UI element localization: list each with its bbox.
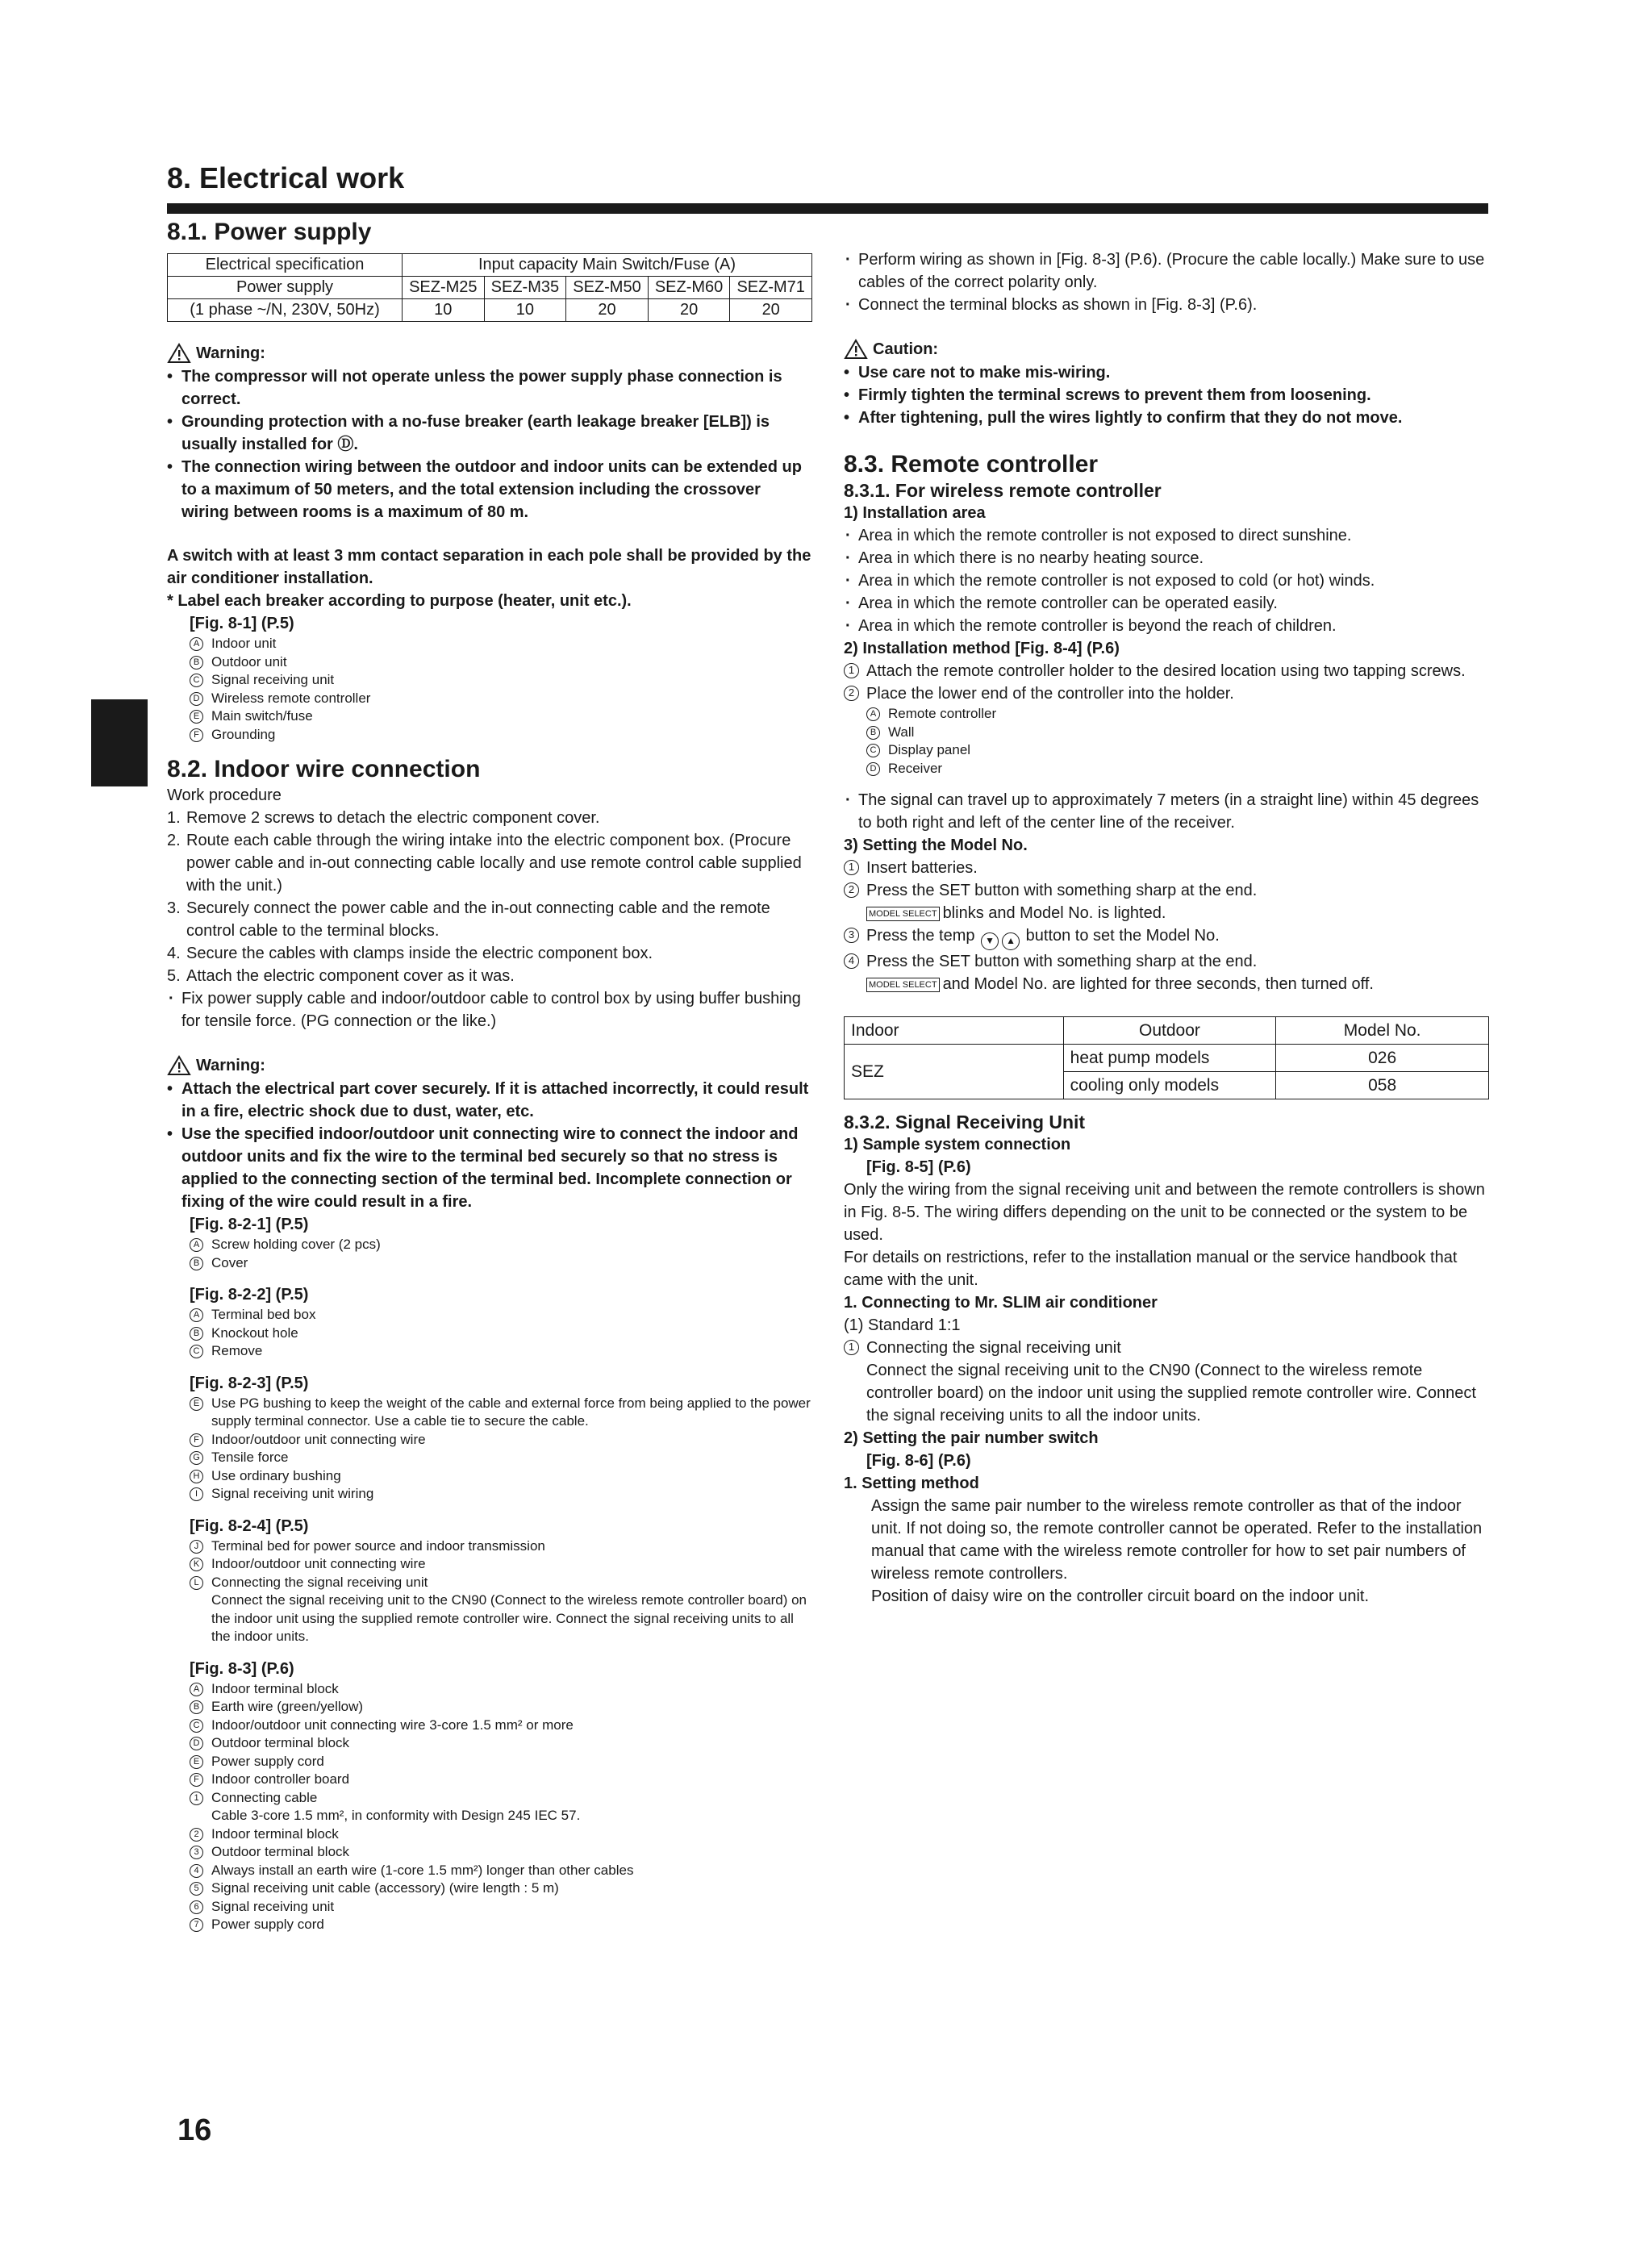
legend-item: J Terminal bed for power source and indoor transmission	[190, 1537, 812, 1556]
legend-item: C Indoor/outdoor unit connecting wire 3-core 1.5 mm² or more	[190, 1717, 812, 1735]
fig-ref: [Fig. 8-3] (P.6)	[190, 1659, 294, 1678]
list-item: · Area in which the remote controller is not exposed to cold (or hot) winds.	[844, 569, 1489, 592]
table-header-indoor: Indoor	[845, 1017, 1064, 1045]
standard-label: (1) Standard 1:1	[844, 1316, 961, 1334]
table-header-spec: Electrical specification	[168, 254, 403, 277]
work-procedure-label: Work procedure	[167, 786, 282, 804]
legend-item: C Remove	[190, 1342, 812, 1361]
warning-heading	[167, 341, 812, 365]
caution-label: Caution:	[873, 340, 939, 358]
warning-icon	[167, 343, 191, 364]
list-item: • The connection wiring between the outdoor and indoor units can be extended up to a maximum of 50 meters, and the total extension including the crossover wiring between rooms is a maximum of 80 m.	[167, 456, 812, 524]
list-item: • Attach the electrical part cover securely. If it is attached incorrectly, it could result in a fire, electric shock due to dust, water, etc.	[167, 1078, 812, 1123]
fig-legend	[190, 1306, 812, 1361]
signal-note-list	[844, 789, 1489, 834]
warning-list	[167, 365, 812, 524]
legend-item: I Signal receiving unit wiring	[190, 1485, 812, 1504]
indoor-wire-title: 8.2. Indoor wire connection	[167, 756, 481, 782]
list-item: • Grounding protection with a no-fuse breaker (earth leakage breaker [ELB]) is usually installed for Ⓓ.	[167, 411, 812, 456]
fig-legend	[190, 1236, 812, 1272]
signal-para-1: Only the wiring from the signal receiving unit and between the remote controllers is shown in Fig. 8-5. The wiring differs depending on the unit to be connected or the system to be used.	[844, 1181, 1485, 1244]
signal-unit-title: 8.3.2. Signal Receiving Unit	[844, 1112, 1086, 1133]
legend-item: B Knockout hole	[190, 1324, 812, 1343]
fig-ref: [Fig. 8-1] (P.5)	[190, 615, 294, 632]
pair-label: 2) Setting the pair number switch	[844, 1429, 1099, 1447]
fig-ref: [Fig. 8-2-3] (P.5)	[190, 1374, 309, 1392]
fig-legend	[190, 1537, 812, 1646]
warning-icon	[167, 1055, 191, 1076]
warning-list	[167, 1078, 812, 1213]
page-number: 16	[177, 2113, 212, 2147]
list-item: · Connect the terminal blocks as shown in [Fig. 8-3] (P.6).	[844, 294, 1489, 316]
legend-item: 7 Power supply cord	[190, 1916, 812, 1934]
table-cell-model: 058	[1276, 1072, 1489, 1099]
legend-item: F Indoor/outdoor unit connecting wire	[190, 1431, 812, 1450]
table-cell-outdoor: cooling only models	[1063, 1072, 1276, 1099]
legend-item: B Outdoor unit	[190, 653, 812, 672]
table-cell-model: SEZ-M60	[648, 277, 730, 299]
list-item: 1 Insert batteries.	[844, 857, 1489, 879]
legend-item: D Outdoor terminal block	[190, 1734, 812, 1753]
list-item: 3. Securely connect the power cable and the in-out connecting cable and the remote control cable to the terminal blocks.	[167, 899, 770, 940]
legend-item: A Remote controller	[866, 705, 1489, 724]
model-select-badge: MODEL SELECT	[866, 978, 940, 992]
legend-item: C Display panel	[866, 741, 1489, 760]
legend-item: A Indoor terminal block	[190, 1680, 812, 1699]
fig-ref: [Fig. 8-2-1] (P.5)	[190, 1216, 309, 1233]
temp-down-button-icon: ▼	[981, 932, 999, 950]
legend-item: 5 Signal receiving unit cable (accessory) (wire length : 5 m)	[190, 1879, 812, 1898]
list-item: · Fix power supply cable and indoor/outdoor cable to control box by using buffer bushing for tensile force. (PG connection or the like.)	[167, 987, 812, 1032]
warning-heading	[167, 1053, 812, 1078]
list-item: 1 Connecting the signal receiving unit Connect the signal receiving unit to the CN90 (Connect to the wireless remote controller board) on the indoor unit using the supplied remote controller wire. Connect the signal receiving units to all the indoor units.	[844, 1337, 1489, 1427]
warning-label: Warning:	[196, 1057, 265, 1074]
table-row-label: (1 phase ~/N, 230V, 50Hz)	[168, 299, 403, 322]
install-area-list	[844, 524, 1489, 637]
remote-subtitle: 8.3.1. For wireless remote controller	[844, 480, 1162, 501]
legend-item: K Indoor/outdoor unit connecting wire	[190, 1555, 812, 1574]
model-number-table	[844, 1016, 1489, 1099]
model-no-label: 3) Setting the Model No.	[844, 836, 1028, 854]
legend-item: E Use PG bushing to keep the weight of the cable and external force from being applied to the power supply terminal connector. Use a cable tie to secure the cable.	[190, 1395, 812, 1431]
switch-note: A switch with at least 3 mm contact separation in each pole shall be provided by the air conditioner installation.	[167, 547, 811, 587]
fig-legend	[866, 705, 1489, 778]
table-cell-model: SEZ-M35	[484, 277, 566, 299]
legend-item: D Wireless remote controller	[190, 690, 812, 708]
method-label: 1. Setting method	[844, 1475, 979, 1492]
method-text: Assign the same pair number to the wireless remote controller as that of the indoor unit. If not doing so, the remote controller cannot be operated. Refer to the installation manual that came with the wireless remote controller for how to set pair numbers of wireless remote controllers.	[871, 1497, 1483, 1583]
power-supply-table	[167, 253, 812, 322]
list-item: · Area in which the remote controller can be operated easily.	[844, 592, 1489, 615]
table-header-capacity: Input capacity Main Switch/Fuse (A)	[403, 254, 812, 277]
legend-item: 3 Outdoor terminal block	[190, 1843, 812, 1862]
legend-item: F Grounding	[190, 726, 812, 745]
list-item: 5. Attach the electric component cover as it was.	[167, 967, 515, 985]
list-item: • Use care not to make mis-wiring.	[844, 361, 1489, 384]
model-steps	[844, 857, 1489, 995]
label-note: * Label each breaker according to purpose (heater, unit etc.).	[167, 592, 632, 610]
method-text-2: Position of daisy wire on the controller circuit board on the indoor unit.	[871, 1587, 1370, 1605]
list-item: • The compressor will not operate unless the power supply phase connection is correct.	[167, 365, 812, 411]
side-tab-marker	[91, 699, 148, 786]
legend-item: C Signal receiving unit	[190, 671, 812, 690]
legend-item: B Cover	[190, 1254, 812, 1273]
legend-item: G Tensile force	[190, 1449, 812, 1467]
legend-item: A Terminal bed box	[190, 1306, 812, 1324]
legend-item: F Indoor controller board	[190, 1771, 812, 1789]
install-steps	[844, 660, 1489, 705]
table-cell-model: SEZ-M71	[730, 277, 812, 299]
list-item: · The signal can travel up to approximately 7 meters (in a straight line) within 45 degrees to both right and left of the center line of the receiver.	[844, 789, 1489, 834]
title-rule	[167, 203, 1488, 214]
fig-legend	[190, 635, 812, 744]
legend-item: 6 Signal receiving unit	[190, 1898, 812, 1917]
legend-item: 1 Connecting cable Cable 3-core 1.5 mm², in conformity with Design 245 IEC 57.	[190, 1789, 812, 1825]
legend-item: A Screw holding cover (2 pcs)	[190, 1236, 812, 1254]
fig-ref: [Fig. 8-2-2] (P.5)	[190, 1286, 309, 1304]
fig-legend	[190, 1395, 812, 1504]
table-cell-value: 10	[484, 299, 566, 322]
legend-item: B Earth wire (green/yellow)	[190, 1698, 812, 1717]
table-cell-value: 20	[648, 299, 730, 322]
warning-label: Warning:	[196, 344, 265, 362]
install-method-label: 2) Installation method [Fig. 8-4] (P.6)	[844, 640, 1120, 657]
table-cell-value: 10	[403, 299, 485, 322]
table-header-model: Model No.	[1276, 1017, 1489, 1045]
legend-item: E Power supply cord	[190, 1753, 812, 1771]
legend-item: 2 Indoor terminal block	[190, 1825, 812, 1844]
table-row-label: Power supply	[168, 277, 403, 299]
table-header-outdoor: Outdoor	[1063, 1017, 1276, 1045]
list-item: 1. Remove 2 screws to detach the electric component cover.	[167, 809, 600, 827]
list-item: · Perform wiring as shown in [Fig. 8-3] (P.6). (Procure the cable locally.) Make sure to use cables of the correct polarity only.	[844, 248, 1489, 294]
legend-item: H Use ordinary bushing	[190, 1467, 812, 1486]
connect-steps	[844, 1337, 1489, 1427]
list-item: • After tightening, pull the wires lightly to confirm that they do not move.	[844, 407, 1489, 429]
legend-item: 4 Always install an earth wire (1-core 1.5 mm²) longer than other cables	[190, 1862, 812, 1880]
fig-legend	[190, 1680, 812, 1934]
list-item: · Area in which there is no nearby heating source.	[844, 547, 1489, 569]
install-area-label: 1) Installation area	[844, 504, 986, 522]
list-item: 1 Attach the remote controller holder to the desired location using two tapping screws.	[844, 660, 1489, 682]
list-item: 2. Route each cable through the wiring intake into the electric component box. (Procure power cable and in-out connecting cable locally and use remote control cable supplied with the unit.)	[167, 832, 802, 895]
caution-icon	[844, 339, 868, 360]
remote-title: 8.3. Remote controller	[844, 451, 1099, 478]
legend-item: L Connecting the signal receiving unit Connect the signal receiving unit to the CN90 (Connect to the wireless remote controller board) on the indoor unit using the supplied remote controller wire. Connect the signal receiving units to all the indoor units.	[190, 1574, 812, 1646]
list-item: · Area in which the remote controller is not exposed to direct sunshine.	[844, 524, 1489, 547]
legend-item: E Main switch/fuse	[190, 707, 812, 726]
connect-label: 1. Connecting to Mr. SLIM air conditioner	[844, 1294, 1158, 1312]
legend-item: B Wall	[866, 724, 1489, 742]
right-column	[844, 248, 1489, 1608]
power-supply-title: 8.1. Power supply	[167, 219, 372, 245]
wiring-notes	[844, 248, 1489, 316]
list-item: 2 Press the SET button with something sharp at the end. MODEL SELECT blinks and Model No. is lighted.	[844, 879, 1489, 924]
left-column	[167, 218, 812, 1934]
table-cell-model: SEZ-M25	[403, 277, 485, 299]
table-cell-value: 20	[566, 299, 649, 322]
list-item: 3 Press the temp ▼ ▲ button to set the Model No.	[844, 924, 1489, 950]
list-item: 2 Place the lower end of the controller into the holder.	[844, 682, 1489, 705]
list-item: • Use the specified indoor/outdoor unit connecting wire to connect the indoor and outdoor units and fix the wire to the terminal bed securely so that no stress is applied to the connecting section of the terminal bed. Incomplete connection or fixing of the wire could result in a fire.	[167, 1123, 812, 1213]
sample-label: 1) Sample system connection	[844, 1136, 1071, 1153]
legend-item: A Indoor unit	[190, 635, 812, 653]
table-cell-value: 20	[730, 299, 812, 322]
fig-ref: [Fig. 8-5] (P.6)	[866, 1158, 971, 1176]
procedure-steps	[167, 807, 812, 987]
caution-heading	[844, 337, 1489, 361]
list-item: 4 Press the SET button with something sharp at the end. MODEL SELECT and Model No. are lighted for three seconds, then turned off.	[844, 950, 1489, 995]
table-cell-model: 026	[1276, 1045, 1489, 1072]
temp-up-button-icon: ▲	[1002, 932, 1020, 950]
signal-para-2: For details on restrictions, refer to the installation manual or the service handbook that came with the unit.	[844, 1249, 1458, 1289]
legend-item: D Receiver	[866, 760, 1489, 778]
list-item: · Area in which the remote controller is beyond the reach of children.	[844, 615, 1489, 637]
list-item: 4. Secure the cables with clamps inside the electric component box.	[167, 945, 653, 962]
caution-list	[844, 361, 1489, 429]
list-item: • Firmly tighten the terminal screws to prevent them from loosening.	[844, 384, 1489, 407]
fix-note-list	[167, 987, 812, 1032]
table-cell-indoor: SEZ	[845, 1045, 1064, 1099]
model-select-badge: MODEL SELECT	[866, 907, 940, 921]
fig-ref: [Fig. 8-6] (P.6)	[866, 1452, 971, 1470]
section-title: 8. Electrical work	[167, 161, 405, 194]
fig-ref: [Fig. 8-2-4] (P.5)	[190, 1516, 309, 1535]
table-cell-outdoor: heat pump models	[1063, 1045, 1276, 1072]
table-cell-model: SEZ-M50	[566, 277, 649, 299]
